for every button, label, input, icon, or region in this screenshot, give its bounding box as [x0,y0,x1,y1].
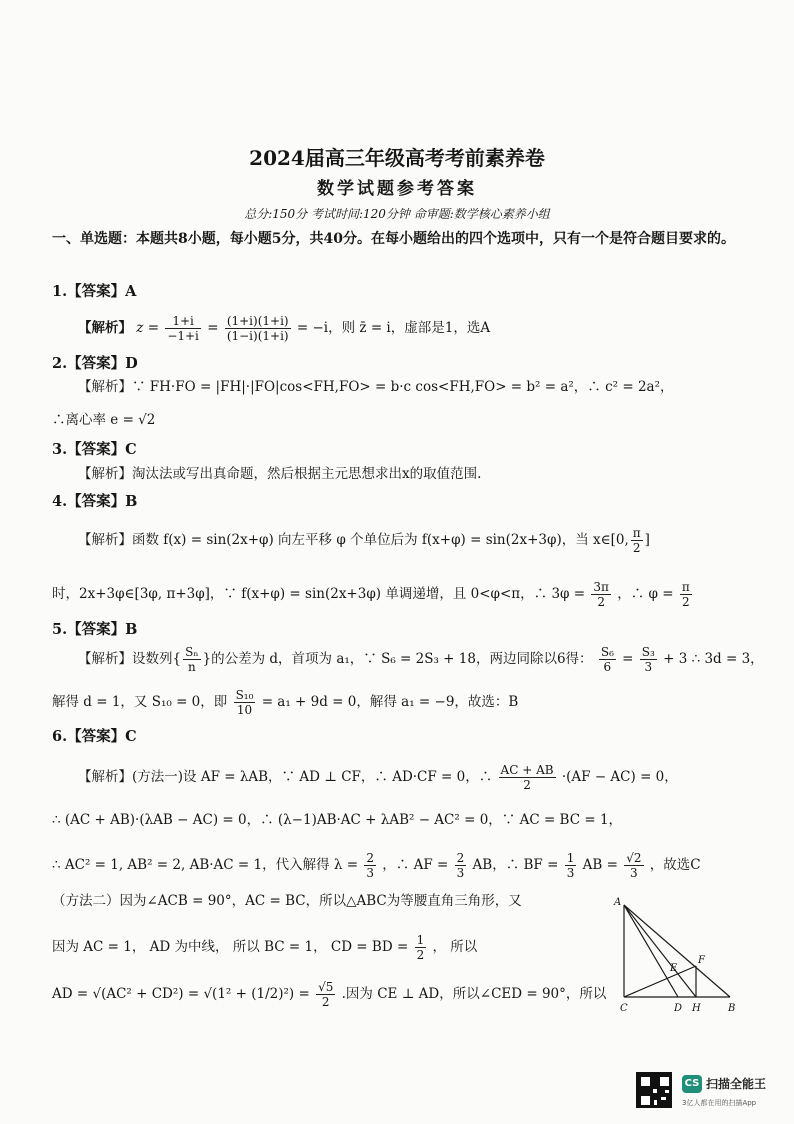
q6-text-3e: ，故选C [649,857,701,873]
q5-text-1d: + 3 ∴ 3d = 3， [663,651,764,667]
q1-text-1: z = [136,320,160,336]
q6-frac-5 [624,851,643,880]
q5-frac-1 [183,645,200,674]
frac-den: −1+i [167,329,199,343]
frac-den: 3 [644,660,653,674]
q5-answer: 5.【答案】B [52,621,138,638]
q1-text-2: = [207,320,219,336]
frac-num: S₃ [641,645,655,659]
q6-line-3 [52,851,701,880]
q6-line-6 [52,980,606,1009]
page-subtitle: 数学试题参考答案 [317,179,477,199]
q1-answer: 1.【答案】A [52,283,137,300]
segment-ad [624,905,678,997]
frac-num: 2 [456,851,465,865]
q2-line-2: ∴离心率 e = √2 [52,412,156,428]
triangle-figure [612,895,764,1017]
exam-meta: 总分:150分 考试时间:120分钟 命审题:数学核心素养小组 [244,207,550,221]
q4-text-2a: 时，2x+3φ∈[3φ, π+3φ]，∵ f(x+φ) = sin(2x+3φ) 单调递增，且 0<φ<π，∴ 3φ = [52,586,586,602]
frac-num: √2 [626,851,642,865]
frac-num: Sₙ [185,645,199,659]
q6-frac-3 [455,851,467,880]
q2-line-1: 【解析】∵ FH·FO = |FH|·|FO|cos<FH,FO> = b·c cos<FH,FO> = b² = a²，∴ c² = 2a²， [78,379,674,395]
label-b: B [728,1003,736,1014]
q1-frac-1 [165,314,201,343]
q5-line-1 [78,645,764,674]
frac-den: 6 [603,660,612,674]
q6-text-5a: 因为 AC = 1， AD 为中线， 所以 BC = 1， CD = BD = [52,939,409,955]
q6-line-2: ∴ (AC + AB)·(λAB − AC) = 0，∴ (λ−1)AB·AC + λAB² − AC² = 0，∵ AC = BC = 1， [52,812,623,828]
frac-den: (1−i)(1+i) [226,329,289,343]
q3-answer: 3.【答案】C [52,441,137,458]
q1-frac-2 [225,314,291,343]
segment-cf [624,966,696,997]
frac-num: 1 [416,933,425,947]
q4-text-1b: ] [644,532,650,548]
qr-code-icon [636,1072,672,1108]
frac-num: 2 [366,851,374,865]
brand-tagline: 3亿人都在用的扫描App [682,1099,757,1107]
q5-frac-4 [234,688,256,717]
frac-num: 3π [593,580,609,594]
frac-den: 2 [632,541,641,555]
frac-den: 2 [597,595,605,609]
frac-num: AC + AB [500,763,554,777]
label-e: E [670,963,678,974]
q6-answer: 6.【答案】C [52,728,137,745]
frac-num: (1+i)(1+i) [226,314,289,328]
q4-frac-2 [591,580,611,609]
q5-text-1b: }的公差为 d，首项为 a₁，∵ S₆ = 2S₃ + 18，两边同除以6得： [202,651,593,667]
q1-explanation [78,314,490,343]
q1-text-3: = −i，则 z̄ = i，虚部是1，选A [296,320,491,336]
frac-num: π [632,526,641,540]
scanner-watermark [636,1072,786,1112]
section-heading: 一、单选题：本题共8小题，每小题5分，共40分。在每小题给出的四个选项中，只有一个是符合题目要求的。 [52,231,735,247]
q6-text-3a: ∴ AC² = 1, AB² = 2, AB·AC = 1，代入解得 λ = [52,857,359,873]
label-h: H [692,1003,701,1014]
q5-line-2 [52,688,518,717]
q6-text-3c: AB，∴ BF = [472,857,559,873]
q6-line-1 [78,763,678,792]
q6-frac-7 [316,980,335,1009]
q4-text-2b: ，∴ φ = [617,586,674,602]
frac-num: 1 [566,851,575,865]
frac-den: 2 [523,778,531,792]
q6-text-3d: AB = [582,857,618,873]
camscanner-logo-icon: CS [682,1075,702,1093]
frac-den: 2 [682,595,690,609]
segment-ah [624,905,696,997]
frac-num: √5 [318,980,334,994]
frac-den: 2 [321,995,330,1009]
frac-num: 1+i [165,314,201,329]
q5-text-2b: = a₁ + 9d = 0，解得 a₁ = −9，故选：B [261,694,519,710]
label-d: D [674,1003,683,1014]
q6-text-6b: .因为 CE ⊥ AD，所以∠CED = 90°，所以 [341,986,607,1002]
q6-frac-4 [565,851,577,880]
q1-tag: 【解析】 [78,320,132,336]
q6-text-6a: AD = √(AC² + CD²) = √(1² + (1/2)²) = [52,986,310,1002]
q4-frac-1 [631,526,643,555]
q5-frac-2 [599,645,616,674]
label-f: F [698,955,705,966]
q4-answer: 4.【答案】B [52,493,138,510]
frac-den: 10 [236,703,253,717]
q5-text-1c: = [622,651,634,667]
q6-text-1b: ·(AF − AC) = 0， [561,769,678,785]
q5-text-1a: 【解析】设数列{ [78,651,182,667]
frac-num: S₁₀ [235,688,254,702]
frac-den: 3 [566,866,575,880]
q4-frac-3 [680,580,692,609]
q4-line-1 [78,526,650,555]
q3-line-1: 【解析】淘汰法或写出真命题，然后根据主元思想求出x的取值范围. [78,466,482,482]
label-c: C [620,1003,628,1014]
q6-text-1a: 【解析】(方法一)设 AF = λAB，∵ AD ⊥ CF，∴ AD·CF = 0，∴ [78,769,493,785]
frac-den: 3 [456,866,465,880]
frac-den: 3 [630,866,638,880]
q6-text-5b: ， 所以 [432,939,478,955]
frac-den: 2 [416,948,425,962]
q4-line-2 [52,580,694,609]
q6-text-3b: ，∴ AF = [382,857,449,873]
page-title: 2024届高三年级高考考前素养卷 [249,146,545,170]
q6-frac-6 [415,933,427,962]
frac-den: 3 [366,866,374,880]
q6-frac-1 [499,763,556,792]
q6-frac-2 [364,851,376,880]
frac-num: π [681,580,690,594]
q5-text-2a: 解得 d = 1，又 S₁₀ = 0，即 [52,694,228,710]
label-a: A [614,897,622,908]
q2-answer: 2.【答案】D [52,355,138,372]
q4-text-1a: 【解析】函数 f(x) = sin(2x+φ) 向左平移 φ 个单位后为 f(x+φ) = sin(2x+3φ)，当 x∈[0, [78,532,629,548]
frac-den: n [187,660,196,674]
segment-ab [624,905,730,997]
q5-frac-3 [640,645,657,674]
q6-line-4: （方法二）因为∠ACB = 90°，AC = BC，所以△ABC为等腰直角三角形，又 [52,893,522,909]
frac-num: S₆ [600,645,614,659]
q6-line-5 [52,933,477,962]
brand-name: 扫描全能王 [706,1077,767,1091]
